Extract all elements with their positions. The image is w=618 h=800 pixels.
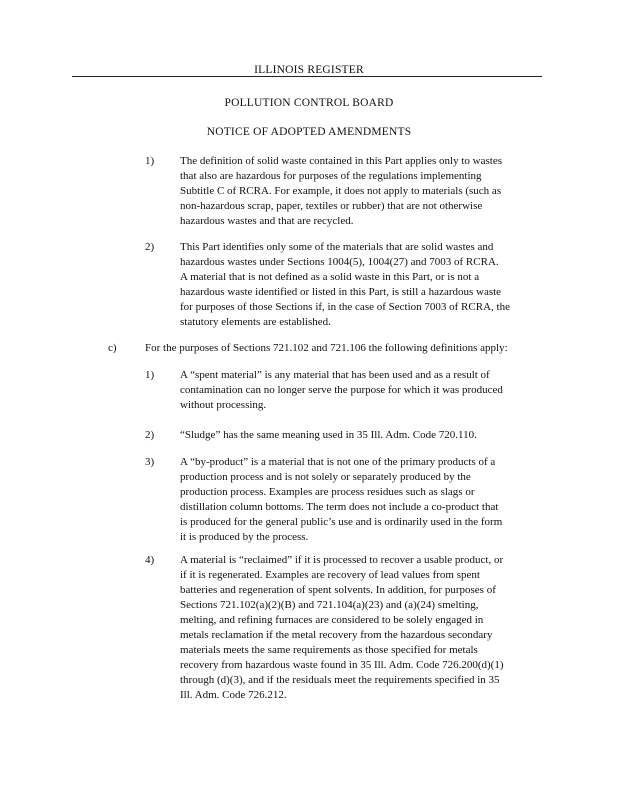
- paragraph-line: it is produced by the process.: [180, 531, 309, 543]
- item-number: c): [108, 342, 117, 354]
- notice-title: NOTICE OF ADOPTED AMENDMENTS: [206, 126, 412, 138]
- paragraph-line: that also are hazardous for purposes of the regulations implementing: [180, 170, 482, 182]
- paragraph-line: For the purposes of Sections 721.102 and 721.106 the following definitions apply:: [145, 342, 508, 354]
- paragraph-line: non-hazardous scrap, paper, textiles or rubber) that are not otherwise: [180, 200, 483, 212]
- paragraph-line: “Sludge” has the same meaning used in 35 Ill. Adm. Code 720.110.: [180, 429, 477, 441]
- paragraph-line: contamination can no longer serve the purpose for which it was produced: [180, 384, 503, 396]
- paragraph-line: for purposes of those Sections if, in the case of Section 7003 of RCRA, the: [180, 301, 510, 313]
- paragraph-line: metals reclamation if the metal recovery from the hazardous secondary: [180, 629, 493, 641]
- header-rule: [72, 76, 542, 77]
- paragraph-line: This Part identifies only some of the materials that are solid wastes and: [180, 241, 494, 253]
- paragraph-line: production process and is not solely or separately produced by the: [180, 471, 471, 483]
- paragraph-c2: [180, 428, 477, 443]
- item-number: 2): [145, 241, 155, 253]
- paragraph-line: A “by-product” is a material that is not one of the primary products of a: [180, 456, 496, 468]
- register-title: ILLINOIS REGISTER: [254, 64, 364, 76]
- paragraph-line: hazardous wastes under Sections 1004(5), 1004(27) and 7003 of RCRA.: [180, 256, 499, 268]
- paragraph-line: without processing.: [180, 399, 267, 411]
- paragraph-line: A material that is not defined as a solid waste in this Part, or is not a: [180, 271, 480, 283]
- item-number: 3): [145, 456, 155, 468]
- paragraph-line: distillation column bottoms. The term does not include a co-product that: [180, 501, 499, 513]
- paragraph-c1: [180, 368, 503, 413]
- paragraph-line: is produced for the general public’s use and is ordinarily used in the form: [180, 516, 503, 528]
- paragraph-line: statutory elements are established.: [180, 316, 331, 328]
- item-number: 1): [145, 369, 155, 381]
- paragraph-1: [180, 154, 502, 229]
- paragraph-line: production process. Examples are process residues such as slags or: [180, 486, 475, 498]
- paragraph-2: [180, 240, 510, 330]
- paragraph-line: melting, and refining furnaces are considered to be solely engaged in: [180, 614, 484, 626]
- paragraph-c3: [180, 455, 502, 545]
- paragraph-line: batteries and regeneration of spent solvents. In addition, for purposes of: [180, 584, 496, 596]
- paragraph-line: recovery from hazardous waste found in 35 Ill. Adm. Code 726.200(d)(1): [180, 659, 504, 671]
- paragraph-line: The definition of solid waste contained in this Part applies only to wastes: [180, 155, 502, 167]
- paragraph-line: through (d)(3), and if the residuals meet the requirements specified in 35: [180, 674, 500, 686]
- paragraph-line: hazardous waste identified or listed in this Part, is still a hazardous waste: [180, 286, 502, 298]
- paragraph-c4: [180, 553, 504, 703]
- paragraph-line: materials meets the same requirements as those specified for metals: [180, 644, 478, 656]
- paragraph-line: Ill. Adm. Code 726.212.: [180, 689, 287, 701]
- paragraph-line: hazardous wastes and that are recycled.: [180, 215, 354, 227]
- paragraph-line: Sections 721.102(a)(2)(B) and 721.104(a)(23) and (a)(24) smelting,: [180, 599, 479, 611]
- paragraph-line: if it is regenerated. Examples are recovery of lead values from spent: [180, 569, 480, 581]
- item-number: 4): [145, 554, 155, 566]
- paragraph-line: A “spent material” is any material that has been used and as a result of: [180, 369, 490, 381]
- paragraph-c: [145, 341, 508, 356]
- paragraph-line: A material is “reclaimed” if it is processed to recover a usable product, or: [180, 554, 504, 566]
- item-number: 2): [145, 429, 155, 441]
- board-title: POLLUTION CONTROL BOARD: [224, 97, 394, 109]
- paragraph-line: Subtitle C of RCRA. For example, it does not apply to materials (such as: [180, 185, 502, 197]
- item-number: 1): [145, 155, 155, 167]
